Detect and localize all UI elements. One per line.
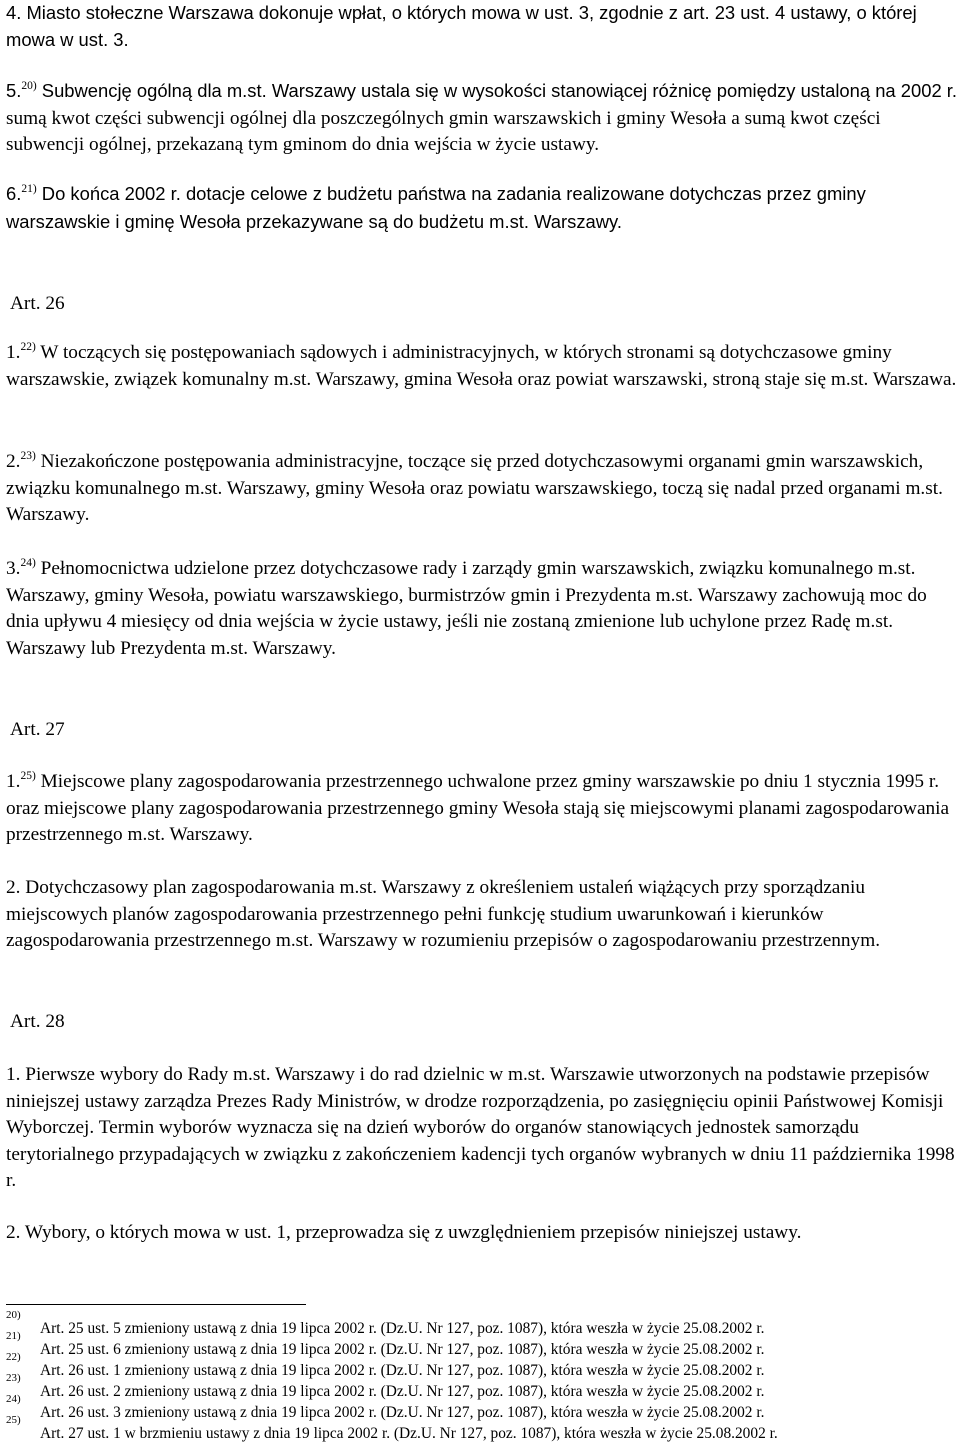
- footnote-separator: [6, 1304, 306, 1305]
- art26-par1-text: W toczących się postępowaniach sądowych i administracyjnych, w których stronami są dotychczasowe gminy warszawskie, związek komunalny m.st. Warszawy, gmina Wesoła oraz powiat warszawski, stroną staje się m.st. Warszawa.: [6, 342, 957, 390]
- footnote-text: Art. 26 ust. 1 zmieniony ustawą z dnia 19 lipca 2002 r. (Dz.U. Nr 127, poz. 1087), która weszła w życie 25.08.2002 r.: [40, 1362, 765, 1379]
- paragraph-5-text-b: sumą kwot części subwencji ogólnej dla poszczególnych gmin warszawskich i gminy Wesoła a sumą kwot części subwencji ogólnej, przekazaną tym gminom do dnia wejścia w życie ustawy.: [6, 107, 881, 155]
- article-26-heading: Art. 26: [10, 293, 65, 314]
- paragraph-6-text-b: dotacje celowe z budżetu państwa na zadania realizowane dotychczas przez gminy warszawskie i gminę Wesoła przekazywane są do budżetu m.st. Warszawy.: [6, 183, 866, 232]
- footnote-text: Art. 25 ust. 6 zmieniony ustawą z dnia 19 lipca 2002 r. (Dz.U. Nr 127, poz. 1087), która weszła w życie 25.08.2002 r.: [40, 1341, 765, 1358]
- footnote-text: Art. 25 ust. 5 zmieniony ustawą z dnia 19 lipca 2002 r. (Dz.U. Nr 127, poz. 1087), która weszła w życie 25.08.2002 r.: [40, 1320, 765, 1337]
- footnote-item: [6, 1330, 956, 1360]
- footnote-mark: 25): [6, 1414, 21, 1426]
- footnote-ref-22: 22): [20, 341, 36, 353]
- footnote-item: [6, 1393, 956, 1423]
- article-27-heading: Art. 27: [10, 719, 65, 740]
- footnote-mark: 22): [6, 1351, 21, 1363]
- paragraph-6-number: 6.: [6, 183, 22, 204]
- footnote-ref-21: 21): [21, 183, 37, 195]
- footnote-item: [6, 1351, 956, 1381]
- art27-par1: [6, 769, 958, 849]
- footnote-mark: 21): [6, 1330, 21, 1342]
- art26-par1-number: 1.: [6, 342, 21, 363]
- paragraph-5-text-a: Subwencję ogólną dla m.st. Warszawy ustala się w wysokości stanowiącej różnicę pomiędzy ustaloną na 2002 r.: [36, 80, 958, 101]
- paragraph-5: [6, 78, 958, 159]
- paragraph-4-text: 4. Miasto stołeczne Warszawa dokonuje wpłat, o których mowa w ust. 3, zgodnie z art. 23 ust. 4 ustawy, o której mowa w ust. 3.: [6, 2, 917, 50]
- footnote-text: Art. 27 ust. 1 w brzmieniu ustawy z dnia 19 lipca 2002 r. (Dz.U. Nr 127, poz. 1087), która weszła w życie 25.08.2002 r.: [40, 1425, 778, 1442]
- article-28-heading: Art. 28: [10, 1011, 65, 1032]
- paragraph-6-text-a: Do końca 2002 r.: [36, 183, 181, 204]
- paragraph-6: [6, 181, 958, 236]
- footnote-text: Art. 26 ust. 2 zmieniony ustawą z dnia 19 lipca 2002 r. (Dz.U. Nr 127, poz. 1087), która weszła w życie 25.08.2002 r.: [40, 1383, 765, 1400]
- footnote-text: Art. 26 ust. 3 zmieniony ustawą z dnia 19 lipca 2002 r. (Dz.U. Nr 127, poz. 1087), która weszła w życie 25.08.2002 r.: [40, 1404, 765, 1421]
- art26-par3: [6, 556, 958, 662]
- footnote-mark: 23): [6, 1372, 21, 1384]
- footnote-mark: 20): [6, 1309, 21, 1321]
- art26-par2-text: Niezakończone postępowania administracyjne, toczące się przed dotychczasowymi organami gmin warszawskich, związku komunalnego m.st. Warszawy, gminy Wesoła oraz powiatu warszawskiego, toczą się nadal przed organami m.st. Warszawy.: [6, 451, 943, 525]
- art28-par1: [6, 1062, 958, 1195]
- paragraph-4: [6, 0, 958, 53]
- footnote-item: [6, 1372, 956, 1402]
- art26-par2-number: 2.: [6, 451, 21, 472]
- footnote-item: [6, 1414, 956, 1444]
- footnote-mark: 24): [6, 1393, 21, 1405]
- art26-par3-text: Pełnomocnictwa udzielone przez dotychczasowe rady i zarządy gmin warszawskich, związku komunalnego m.st. Warszawy, gminy Wesoła, powiatu warszawskiego, burmistrzów gmin i Prezydenta m.st. Warszawy zachowują moc do dnia upływu 4 miesięcy od dnia wejścia w życie ustawy, jeśli nie zostaną zmienione lub uchylone przez Radę m.st. Warszawy lub Prezydenta m.st. Warszawy.: [6, 558, 927, 659]
- art26-par1: [6, 340, 958, 393]
- art27-par1-number: 1.: [6, 771, 21, 792]
- art26-par3-number: 3.: [6, 558, 21, 579]
- footnote-ref-20: 20): [21, 80, 37, 92]
- art28-par2: [6, 1220, 958, 1247]
- art27-par2-text: 2. Dotychczasowy plan zagospodarowania m.st. Warszawy z określeniem ustaleń wiążących przy sporządzaniu miejscowych planów zagospodarowania przestrzennego pełni funkcję studium uwarunkowań i kierunków zagospodarowania przestrzennego m.st. Warszawy w rozumieniu przepisów o zagospodarowaniu przestrzennym.: [6, 877, 881, 951]
- art28-par2-text: 2. Wybory, o których mowa w ust. 1, przeprowadza się z uwzględnieniem przepisów niniejszej ustawy.: [6, 1222, 802, 1243]
- footnote-ref-25: 25): [20, 770, 36, 782]
- art27-par2: [6, 875, 958, 955]
- art26-par2: [6, 449, 958, 529]
- footnote-ref-24: 24): [20, 557, 36, 569]
- art27-par1-text: Miejscowe plany zagospodarowania przestrzennego uchwalone przez gminy warszawskie po dniu 1 stycznia 1995 r. oraz miejscowe plany zagospodarowania przestrzennego gminy Wesoła stają się miejscowymi planami zagospodarowania przestrzennego m.st. Warszawy.: [6, 771, 950, 845]
- footnote-ref-23: 23): [20, 450, 36, 462]
- paragraph-5-number: 5.: [6, 80, 22, 101]
- footnote-item: [6, 1309, 956, 1339]
- art28-par1-text: 1. Pierwsze wybory do Rady m.st. Warszawy i do rad dzielnic w m.st. Warszawie utworzonych na podstawie przepisów niniejszej ustawy zarządza Prezes Rady Ministrów, w drodze rozporządzenia, po zasięgnięciu opinii Państwowej Komisji Wyborczej. Termin wyborów wyznacza się na dzień wyborów do organów stanowiących jednostek samorządu terytorialnego przypadających w związku z zakończeniem kadencji tych organów wybranych w dniu 11 października 1998 r.: [6, 1064, 955, 1191]
